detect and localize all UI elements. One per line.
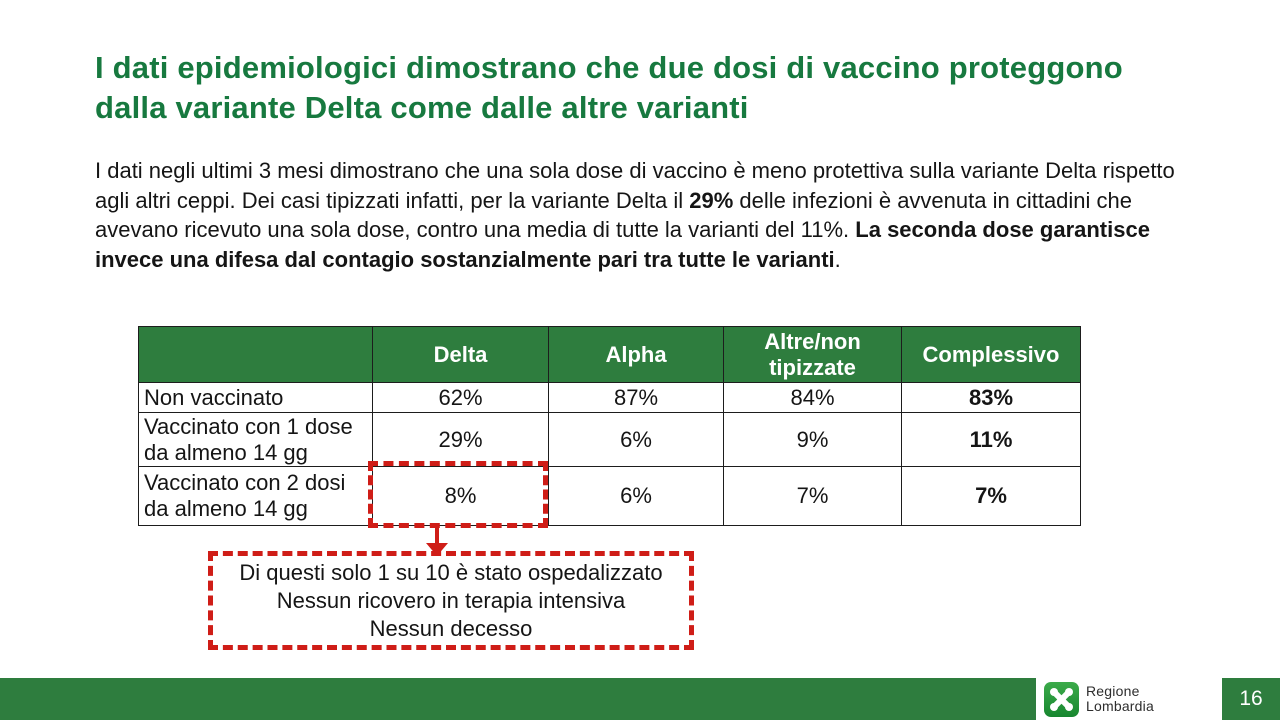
table-value-cell: 84% [724, 383, 902, 413]
logo-text-line1: Regione [1086, 683, 1140, 699]
table-value-cell: 62% [373, 383, 549, 413]
note-line: Nessun ricovero in terapia intensiva [276, 587, 626, 613]
row-label: Vaccinato con 2 dosi da almeno 14 gg [139, 467, 373, 526]
column-header-delta: Delta [373, 327, 549, 383]
highlighted-cell-outline [368, 461, 548, 528]
paragraph-segment: . [834, 246, 841, 272]
table-value-cell: 87% [549, 383, 724, 413]
column-header-alpha: Alpha [549, 327, 724, 383]
table-body [139, 383, 1081, 526]
row-label: Vaccinato con 1 dose da almeno 14 gg [139, 413, 373, 467]
note-line: Di questi solo 1 su 10 è stato ospedalizzato [239, 559, 663, 585]
note-box [208, 551, 694, 650]
page-number: 16 [1239, 687, 1263, 710]
slide-title: I dati epidemiologici dimostrano che due dosi di vaccino proteggono dalla variante Delta come dalle altre varianti [95, 50, 1123, 125]
table-value-cell: 6% [549, 413, 724, 467]
page-number-badge [1222, 678, 1280, 720]
footer-bar [0, 678, 1036, 720]
table-value-cell: 6% [549, 467, 724, 526]
table-row [139, 383, 1081, 413]
table-row [139, 467, 1081, 526]
intro-paragraph [95, 156, 1185, 274]
table-value-cell: 83% [902, 383, 1081, 413]
table-value-cell: 9% [724, 413, 902, 467]
paragraph-bold-segment: La seconda dose garantisce invece una difesa dal contagio sostanzialmente pari tra tutte le varianti [95, 217, 1150, 272]
variants-data-table [138, 326, 1081, 526]
table-value-cell: 7% [724, 467, 902, 526]
table-value-cell: 11% [902, 413, 1081, 467]
table-value-cell: 8% [373, 467, 549, 526]
regione-lombardia-logo-text [1086, 684, 1154, 714]
column-header-complessivo: Complessivo [902, 327, 1081, 383]
column-header-altre-non-tipizzate: Altre/non tipizzate [724, 327, 902, 383]
paragraph-segment: I dati negli ultimi 3 mesi dimostrano che una sola dose di vaccino è meno protettiva sulla variante Delta rispetto agli altri ceppi. Dei casi tipizzati infatti, per la variante Delta il [95, 158, 1175, 213]
paragraph-bold-segment: 29% [689, 187, 734, 213]
note-line: Nessun decesso [369, 615, 533, 641]
table-header-row [139, 327, 1081, 383]
regione-lombardia-logo-icon [1044, 682, 1079, 717]
row-label: Non vaccinato [139, 383, 373, 413]
logo-text-line2: Lombardia [1086, 698, 1154, 714]
table-value-cell: 7% [902, 467, 1081, 526]
table-value-cell: 29% [373, 413, 549, 467]
paragraph-segment: delle infezioni è avvenuta in cittadini che avevano ricevuto una sola dose, contro una media di tutte la varianti del 11%. [95, 187, 1133, 242]
table-row [139, 413, 1081, 467]
corner-header-cell [139, 327, 373, 383]
